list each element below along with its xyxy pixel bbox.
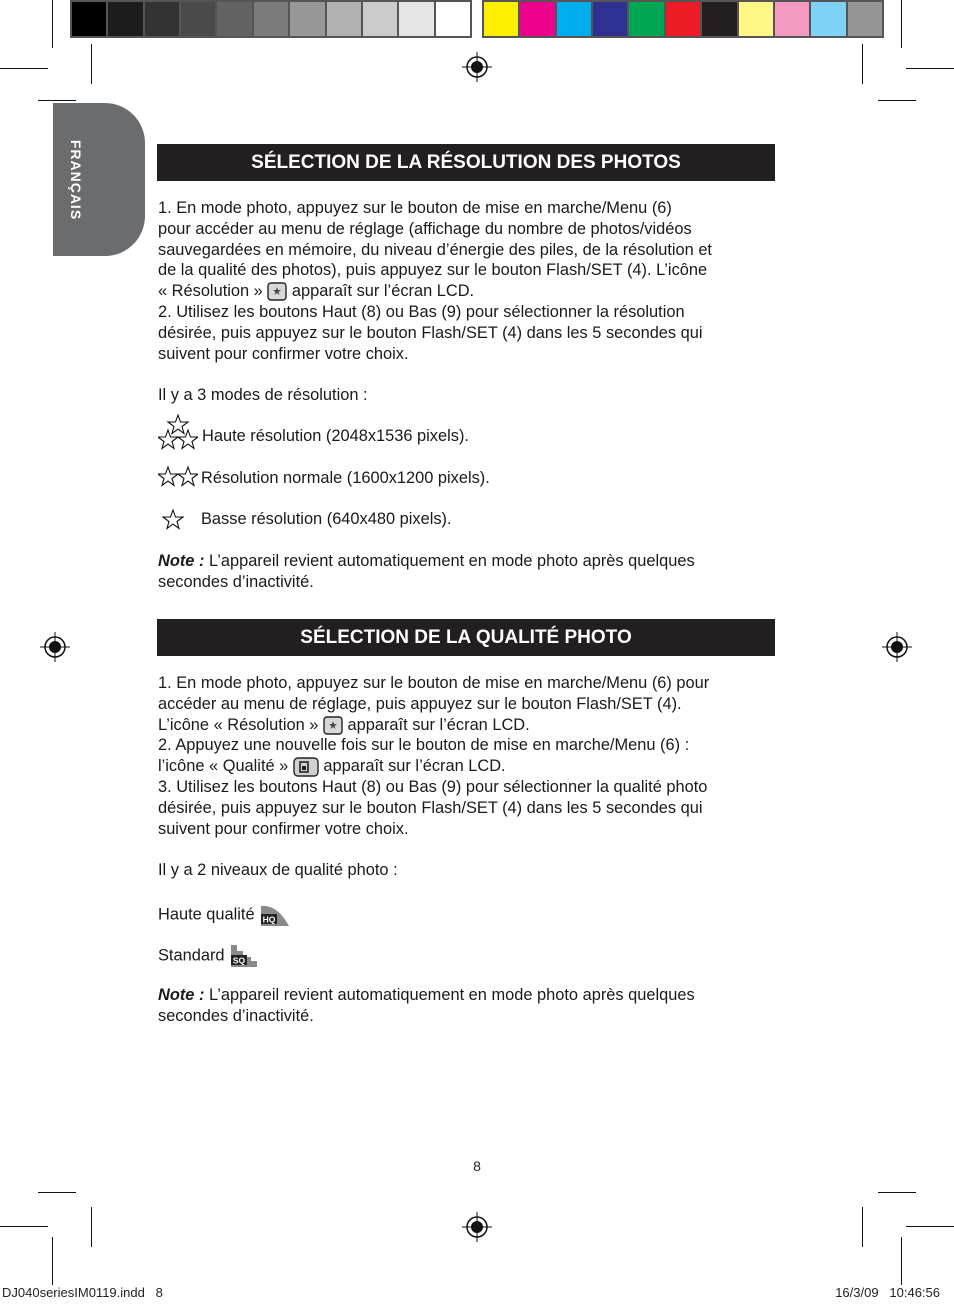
high-quality-icon-label: HQ bbox=[262, 914, 276, 925]
resolution-icon bbox=[323, 716, 343, 735]
color-swatch bbox=[436, 2, 470, 36]
high-quality-icon bbox=[259, 902, 291, 928]
color-swatch bbox=[811, 2, 845, 36]
crop-mark bbox=[878, 1192, 916, 1193]
color-swatch bbox=[739, 2, 773, 36]
color-swatch bbox=[363, 2, 397, 36]
resolution-modes-intro: Il y a 3 modes de résolution : bbox=[158, 386, 368, 404]
resolution-note: Note : L’appareil revient automatiquement en mode photo après quelques secondes d’inactivité. bbox=[158, 552, 695, 591]
color-swatch bbox=[217, 2, 251, 36]
color-swatch bbox=[254, 2, 288, 36]
color-swatch bbox=[666, 2, 700, 36]
footer-timestamp: 16/3/09 10:46:56 bbox=[835, 1285, 940, 1300]
color-swatch bbox=[702, 2, 736, 36]
color-swatch bbox=[399, 2, 433, 36]
crop-mark bbox=[91, 44, 92, 84]
crop-mark bbox=[906, 68, 954, 69]
crop-mark bbox=[862, 1207, 863, 1247]
color-swatch bbox=[484, 2, 518, 36]
crop-mark bbox=[862, 44, 863, 84]
registration-mark-icon bbox=[882, 632, 912, 662]
color-swatch bbox=[181, 2, 215, 36]
registration-mark-icon bbox=[40, 632, 70, 662]
section-heading-quality: SÉLECTION DE LA QUALITÉ PHOTO bbox=[157, 619, 775, 656]
resolution-icon bbox=[267, 282, 287, 301]
color-swatch bbox=[593, 2, 627, 36]
crop-mark bbox=[38, 1192, 76, 1193]
three-stars-icon bbox=[158, 414, 198, 450]
crop-mark bbox=[38, 100, 76, 101]
color-swatch bbox=[775, 2, 809, 36]
mode-normal-resolution: Résolution normale (1600x1200 pixels). bbox=[201, 469, 490, 487]
crop-mark bbox=[52, 0, 53, 48]
one-star-icon bbox=[162, 509, 184, 531]
crop-mark bbox=[901, 1237, 902, 1285]
language-tab-label: FRANÇAIS bbox=[68, 139, 84, 221]
standard-quality-icon bbox=[229, 943, 259, 969]
crop-mark bbox=[52, 1237, 53, 1285]
standard-quality-icon-label: SQ bbox=[232, 955, 246, 966]
page-number: 8 bbox=[473, 1158, 481, 1174]
crop-mark bbox=[901, 0, 902, 48]
color-swatch bbox=[848, 2, 882, 36]
registration-mark-icon bbox=[462, 1212, 492, 1242]
two-stars-icon bbox=[158, 466, 198, 488]
cmyk-color-bar bbox=[482, 0, 884, 38]
color-swatch bbox=[72, 2, 106, 36]
color-swatch bbox=[290, 2, 324, 36]
color-swatch bbox=[327, 2, 361, 36]
footer-filename: DJ040seriesIM0119.indd 8 bbox=[2, 1285, 163, 1300]
mode-low-resolution: Basse résolution (640x480 pixels). bbox=[201, 510, 452, 528]
high-quality-row: Haute qualité HQ bbox=[158, 902, 778, 928]
quality-steps: 1. En mode photo, appuyez sur le bouton de mise en marche/Menu (6) pour accéder au menu de réglage, puis appuyez sur le bouton Flash/SET (4). L’icône « Résolution » apparaît sur l’écran LCD. 2. Appuyez une nouvelle fois sur le bouton de mise en marche/Menu (6) : l’icône « Qualité » apparaît sur l’écran LCD. 3. Utilisez les boutons Haut (8) ou Bas (9) pour sélectionner la qualité photo désirée, puis appuyez sur le bouton Flash/SET (4) dans les 5 secondes qui suivent pour confirmer votre choix. bbox=[158, 674, 710, 838]
section-heading-resolution: SÉLECTION DE LA RÉSOLUTION DES PHOTOS bbox=[157, 144, 775, 181]
crop-mark bbox=[0, 1226, 48, 1227]
crop-mark bbox=[906, 1226, 954, 1227]
crop-mark bbox=[878, 100, 916, 101]
standard-quality-row: Standard SQ bbox=[158, 943, 778, 969]
color-swatch bbox=[629, 2, 663, 36]
mode-high-resolution: Haute résolution (2048x1536 pixels). bbox=[202, 427, 469, 445]
color-swatch bbox=[557, 2, 591, 36]
resolution-step1: 1. En mode photo, appuyez sur le bouton de mise en marche/Menu (6) pour accéder au menu de réglage (affichage du nombre de photos/vidéos sauvegardées en mémoire, du niveau d’énergie des piles, de la résolution et de la qualité des photos), puis appuyez sur le bouton Flash/SET (4). L’icône « Résolution » apparaît sur l’écran LCD. 2. Utilisez les boutons Haut (8) ou Bas (9) pour sélectionner la résolution désirée, puis appuyez sur le bouton Flash/SET (4) dans les 5 secondes qui suivent pour confirmer votre choix. bbox=[158, 199, 712, 363]
crop-mark bbox=[91, 1207, 92, 1247]
color-swatch bbox=[520, 2, 554, 36]
quality-levels-intro: Il y a 2 niveaux de qualité photo : bbox=[158, 861, 398, 879]
crop-mark bbox=[0, 68, 48, 69]
registration-mark-icon bbox=[462, 52, 492, 82]
color-swatch bbox=[108, 2, 142, 36]
quality-icon bbox=[293, 757, 319, 777]
color-swatch bbox=[145, 2, 179, 36]
gray-color-bar bbox=[70, 0, 472, 38]
quality-note: Note : L’appareil revient automatiquement en mode photo après quelques secondes d’inactivité. bbox=[158, 986, 695, 1025]
